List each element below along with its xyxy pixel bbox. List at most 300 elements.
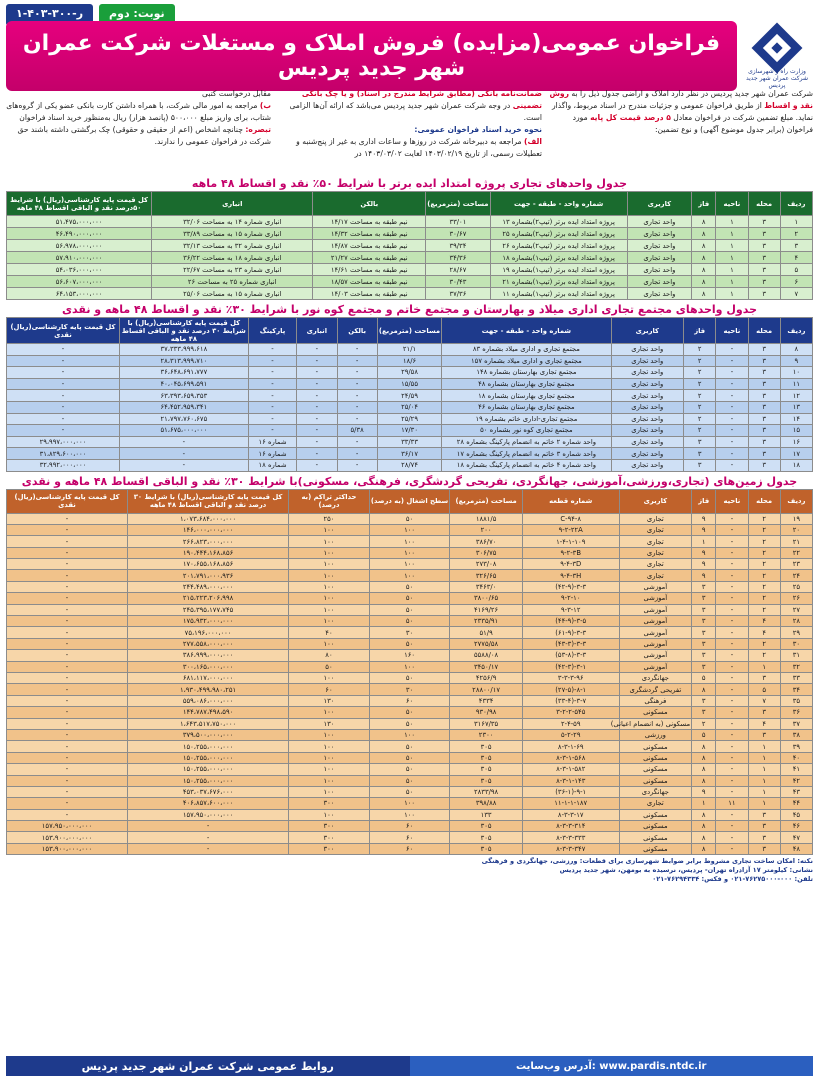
table-cell: ۴۷ (780, 832, 812, 843)
table-cell: ۳ (692, 581, 716, 592)
table-cell: ۲ (748, 604, 780, 615)
table-cell: ۳ (748, 240, 780, 252)
table-cell: ۳ (748, 413, 780, 425)
table-cell: ۵۰ (369, 638, 450, 649)
table-cell: ۱۰۰ (289, 741, 370, 752)
table-cell: ۵۰ (369, 764, 450, 775)
table-cell: ۲۴ (780, 570, 812, 581)
table-cell: ۴ (748, 627, 780, 638)
table-row (7, 604, 813, 615)
table-cell: ۳۲۶/۶۵ (450, 570, 523, 581)
table-cell: ۲ (684, 355, 716, 367)
table-cell: ۱۷۵،۹۳۲،۰۰۰،۰۰۰ (127, 616, 288, 627)
table-cell: ۱۳۰ (289, 695, 370, 706)
column-header: مساحت (مترمربع) (450, 489, 523, 513)
table-cell: ۳-۳-(۵۳-۸) (522, 650, 619, 661)
table-cell: پروژه امتداد ایده برتر (تیپ۲)بشماره ۱۳ (490, 216, 627, 228)
table-cell: - (716, 786, 748, 797)
table-cell: - (7, 627, 128, 638)
table-cell: ۳ (748, 821, 780, 832)
table-cell: واحد تجاری (611, 459, 684, 471)
table-row (7, 752, 813, 763)
table-row (7, 367, 813, 379)
table-cell: ۱۱-۱-۱-۱۸۷ (522, 798, 619, 809)
table-cell: ۳ (692, 627, 716, 638)
table-cell: ۸-۳-۳-۳۴۷ (522, 843, 619, 854)
table-cell: ۸-۳-۳-۳۳۳ (522, 832, 619, 843)
table-row (7, 570, 813, 581)
table-cell: ۱۰۰ (289, 707, 370, 718)
turn-badge: نوبت: دوم (99, 4, 175, 26)
table-cell: مجتمع تجاری بهارستان بشماره ۱۸ (442, 390, 611, 402)
table-cell: ۲۱/۱ (377, 344, 441, 356)
table-cell: - (337, 448, 377, 460)
table-cell: انباری شماره ۳۲ به مساحت ۳۲/۱۳ (152, 240, 313, 252)
table-cell: نیم طبقه به مساحت ۱۴/۸۷ (313, 240, 426, 252)
column-header: کل قیمت پایه کارشناسی(ریال) با شرایط ۵۰درصد نقد و الباقی اقساط ۴۸ ماهه (7, 192, 152, 216)
table-cell: ۲ (748, 638, 780, 649)
table-cell: ۳۵ (780, 695, 812, 706)
table-cell: واحد تجاری (611, 448, 684, 460)
table-cell: ۳۸ (780, 729, 812, 740)
table-cell: - (7, 673, 128, 684)
table-cell: ۲۷۷،۵۵۸،۰۰۰،۰۰۰ (127, 638, 288, 649)
table-row (7, 513, 813, 524)
table-cell: - (127, 832, 288, 843)
table-cell: واحد شماره ۲ خاتم به انضمام پارکینگ بشماره ۲۸ (442, 436, 611, 448)
table-cell: ۱۰۰ (369, 729, 450, 740)
table-row (7, 448, 813, 460)
table-cell: ۶۰ (369, 843, 450, 854)
table-cell: ۱۰۰ (289, 536, 370, 547)
table-cell: ۳۰۵ (450, 752, 523, 763)
table-cell: ۱ (716, 252, 748, 264)
table-cell: ۵۰ (369, 604, 450, 615)
table-cell: ۲۰ (780, 524, 812, 535)
table-cell: - (248, 367, 296, 379)
table-cell: ۱۵۳،۹۰۰،۰۰۰،۰۰۰ (7, 832, 128, 843)
table-cell: مسکونی (619, 821, 692, 832)
table-cell: ۳ (748, 276, 780, 288)
table-cell: ۶۰ (369, 832, 450, 843)
table-cell: - (297, 448, 337, 460)
table-cell: ۱،۹۳۰،۴۹۹،۹۸۰،۲۵۱ (127, 684, 288, 695)
table-row (7, 673, 813, 684)
table-cell: ۳ (748, 832, 780, 843)
table-row (7, 581, 813, 592)
table-cell: ۱۰۰ (289, 638, 370, 649)
table-cell: ۴۱ (780, 764, 812, 775)
table-cell: ۵۰ (289, 661, 370, 672)
table-cell: - (119, 459, 248, 471)
column-header: فاز (692, 192, 716, 216)
table-cell: شماره ۱۶ (248, 436, 296, 448)
table-cell: ۱۰۰ (289, 604, 370, 615)
table-row (7, 843, 813, 854)
column-header: ناحیه (716, 489, 748, 513)
table-cell: - (716, 536, 748, 547)
table-cell: مجتمع تجاری و اداری میلاد بشماره ۱۵۷ (442, 355, 611, 367)
table-cell: ۲۶ (780, 593, 812, 604)
table-cell: - (337, 459, 377, 471)
table-cell: - (716, 775, 748, 786)
table-cell: - (7, 513, 128, 524)
table-cell: تجاری (619, 547, 692, 558)
table-cell: ۱ (748, 764, 780, 775)
table-cell: ۵۶،۹۷۸،۰۰۰،۰۰۰ (7, 240, 152, 252)
table-cell: - (716, 695, 748, 706)
table-cell: نیم طبقه به مساحت ۲۱/۲۷ (313, 252, 426, 264)
table-cell: ۳-۱-(۴۲-۳) (522, 661, 619, 672)
table-row (7, 216, 813, 228)
table-cell: - (7, 775, 128, 786)
table-cell: ۳۰۰ (289, 832, 370, 843)
table-cell: ۹ (692, 570, 716, 581)
column-header: بالکن (337, 318, 377, 344)
table-cell: ۳-۳-۳-۹۶ (522, 673, 619, 684)
table-cell: ۳۰۰ (289, 798, 370, 809)
table-cell: ۲۸،۳۱۳،۹۹۹،۷۱۰ (119, 355, 248, 367)
table-cell: ۸ (692, 228, 716, 240)
table-cell: واحد تجاری (611, 378, 684, 390)
table-cell: ۵۰ (369, 616, 450, 627)
table-cell: ۱۰۰ (369, 570, 450, 581)
table-cell: ۸ (780, 344, 812, 356)
table-cell: ۶۰ (369, 695, 450, 706)
table-cell: ۱۸ (780, 459, 812, 471)
company-logo (741, 28, 813, 89)
table-cell: ۳۹ (780, 741, 812, 752)
table-cell: ۳ (692, 707, 716, 718)
table-cell: ۱۰۰ (369, 798, 450, 809)
table-cell: - (248, 425, 296, 437)
table-cell: ۳ (748, 252, 780, 264)
table3-title: جدول زمین‌های (تجاری،ورزشی،آموزشی، جهانگردی، تفریحی گردشگری، فرهنگی، مسکونی)با شرایط ۳۰٪ نقد و الباقی اقساط ۴۸ ماهه و نقدی (21, 474, 798, 488)
column-header: محله (748, 489, 780, 513)
table-cell: ۸ (692, 288, 716, 300)
table-cell: ۱۸/۶ (377, 355, 441, 367)
table-row (7, 650, 813, 661)
table-row (7, 729, 813, 740)
table-cell: - (716, 741, 748, 752)
table-cell: پروژه امتداد ایده برتر (تیپ۲)بشماره ۲۶ (490, 240, 627, 252)
table-cell: ۹ (692, 547, 716, 558)
table-cell: - (7, 707, 128, 718)
table-cell: ۲۵ (780, 581, 812, 592)
table-cell: واحد تجاری (611, 425, 684, 437)
table-cell: ۳۱۶۷/۳۵ (450, 718, 523, 729)
table-cell: مسکونی (619, 832, 692, 843)
column-header: کل قیمت پایه کارشناسی(ریال) نقدی (7, 489, 128, 513)
table-cell: ۲۵/۰۴ (377, 401, 441, 413)
table-cell: ۲ (780, 228, 812, 240)
table-cell: آموزشی (619, 604, 692, 615)
table-cell: ۴۰۶،۸۵۷،۶۰۰،۰۰۰ (127, 798, 288, 809)
table-cell: - (716, 638, 748, 649)
table-cell: - (7, 413, 120, 425)
table-cell: - (7, 570, 128, 581)
table-row (7, 401, 813, 413)
table-cell: تجاری (619, 524, 692, 535)
table-cell: ۱ (692, 536, 716, 547)
table-cell: ۳۳ (780, 673, 812, 684)
table-cell: ۹ (780, 355, 812, 367)
table-cell: ۴۲۵۶/۹ (450, 673, 523, 684)
table-cell: ۳۰/۴۳ (426, 276, 490, 288)
table-row (7, 252, 813, 264)
table-cell: ۹۳۰/۹۸ (450, 707, 523, 718)
table-cell: ۷۵،۱۹۶،۰۰۰،۰۰۰ (127, 627, 288, 638)
table-cell: ۱ (692, 798, 716, 809)
table-cell: ۸ (692, 264, 716, 276)
column-header: ردیف (780, 489, 812, 513)
table-cell: ۵-۲-۲۹ (522, 729, 619, 740)
table-cell: - (716, 752, 748, 763)
table-cell: ۲۴۴،۴۸۹،۰۰۰،۰۰۰ (127, 581, 288, 592)
table-cell: ۸ (692, 741, 716, 752)
table-cell: ۱ (748, 741, 780, 752)
table-cell: انباری شماره ۱۵ به مساحت ۳۳/۸۹ (152, 228, 313, 240)
table-cell: ۶۳،۳۹۳،۶۵۹،۳۵۳ (119, 390, 248, 402)
table-cell: - (7, 661, 128, 672)
table-cell: واحد شماره ۳ خاتم به انضمام پارکینگ بشماره ۱۷ (442, 448, 611, 460)
table-cell: ۲ (684, 378, 716, 390)
table-cell: ۱۰۰ (369, 536, 450, 547)
table-cell: - (716, 367, 748, 379)
table-cell: ۲ (748, 650, 780, 661)
table-cell: ۱۵۷،۹۵۰،۰۰۰،۰۰۰ (7, 821, 128, 832)
column-header: کاربری (611, 318, 684, 344)
table-cell: - (297, 378, 337, 390)
table-row (7, 264, 813, 276)
table-cell: ۸ (692, 775, 716, 786)
table-cell: ۲ (684, 344, 716, 356)
table-cell: ۲ (748, 524, 780, 535)
table-cell: - (7, 559, 128, 570)
table-cell: - (716, 425, 748, 437)
table-row (7, 240, 813, 252)
table-row (7, 344, 813, 356)
table-cell: ۳ (748, 401, 780, 413)
table-cell: ۵۰ (369, 718, 450, 729)
table-cell: ۱ (748, 786, 780, 797)
table-cell: ۱۰۰ (289, 752, 370, 763)
table-cell: ۱۵/۵۵ (377, 378, 441, 390)
table-row (7, 695, 813, 706)
table-cell: انباری شماره ۲۵ به مساحت ۲۶ (152, 276, 313, 288)
table-cell: ۵۴،۰۳۶،۰۰۰،۰۰۰ (7, 264, 152, 276)
table-cell: ۵۱،۶۷۵،۰۰۰،۰۰۰ (119, 425, 248, 437)
table-cell: - (297, 459, 337, 471)
table-cell: - (7, 650, 128, 661)
table-cell: ۹-۳-۱۲ (522, 604, 619, 615)
table-cell: - (337, 355, 377, 367)
table-cell: مسکونی (619, 707, 692, 718)
table-cell: - (7, 752, 128, 763)
table-cell: ۵/۳۸ (337, 425, 377, 437)
table-cell: نیم طبقه به مساحت ۱۸/۵۷ (313, 276, 426, 288)
table-cell: ۱۲ (780, 390, 812, 402)
table-cell: ۲ (748, 536, 780, 547)
table-cell: ۸ (692, 764, 716, 775)
table-cell: ۱۵۷،۹۵۰،۰۰۰،۰۰۰ (127, 809, 288, 820)
table-cell: ۵۶،۶۰۷،۰۰۰،۰۰۰ (7, 276, 152, 288)
table-cell: ۳۸۶/۷۰ (450, 536, 523, 547)
table-cell: ۲۰۰ (450, 524, 523, 535)
table-cell: ۸-۳-۱-۵۸۲ (522, 764, 619, 775)
table-cell: ۱ (716, 216, 748, 228)
table-cell: مجتمع تجاری کوه نور بشماره ۵۰ (442, 425, 611, 437)
table-cell: ۳۰ (369, 684, 450, 695)
table-cell: ۳ (748, 809, 780, 820)
table-cell: نیم طبقه به مساحت ۱۴/۰۳ (313, 288, 426, 300)
table-cell: ۹-۲-۳B (522, 547, 619, 558)
table-cell: - (248, 344, 296, 356)
table-cell: جهانگردی (619, 786, 692, 797)
table-cell: مجتمع تجاری بهارستان بشماره ۴۸ (442, 378, 611, 390)
table-cell: واحد تجاری (627, 240, 691, 252)
table-cell: ۹-۱-(۳۶-۱) (522, 786, 619, 797)
table-cell: ۳۱،۸۲۹،۶۰۰،۰۰۰ (7, 448, 120, 460)
table-cell: - (716, 821, 748, 832)
table-cell: ۶ (780, 276, 812, 288)
table-cell: ۱۵۰،۲۵۵،۰۰۰،۰۰۰ (127, 775, 288, 786)
table-cell: ۳ (748, 378, 780, 390)
table-cell: ۵۰ (369, 581, 450, 592)
table-cell: ۲۵/۲۹ (377, 413, 441, 425)
table-cell: ۱۴۶،۰۰۰،۰۰۰،۰۰۰ (127, 524, 288, 535)
table-cell: - (716, 413, 748, 425)
table-cell: ۳ (748, 425, 780, 437)
table-cell: - (716, 764, 748, 775)
table-cell: ۶۴،۴۵۲،۹۵۹،۳۴۱ (119, 401, 248, 413)
table-cell: ۳۷/۳۶ (426, 288, 490, 300)
table-cell: - (337, 390, 377, 402)
column-header: محله (748, 318, 780, 344)
table-cell: ۲۸/۶۷ (426, 264, 490, 276)
table-cell: ۲ (684, 367, 716, 379)
table-cell: - (7, 741, 128, 752)
table-cell: - (7, 638, 128, 649)
table-cell: ۳۷،۳۳۳،۹۹۹،۶۱۸ (119, 344, 248, 356)
table-cell: ۳ (684, 459, 716, 471)
table-cell: ۹-۴-۳H (522, 570, 619, 581)
ad-code: ۱-۴۰۳-۳۰۰-ر (6, 4, 93, 26)
table-cell: ۱۰۰ (289, 559, 370, 570)
table-row (7, 413, 813, 425)
table-cell: ۱،۶۴۳،۵۱۷،۷۵۰،۰۰۰ (127, 718, 288, 729)
column-header: مساحت (مترمربع) (377, 318, 441, 344)
table-cell: ۵۰ (369, 673, 450, 684)
table-cell: ۱۰۰ (289, 729, 370, 740)
table-cell: ۱۵۰،۲۵۵،۰۰۰،۰۰۰ (127, 752, 288, 763)
table-cell: تجاری (619, 513, 692, 524)
table-cell: ۹ (692, 513, 716, 524)
table-cell: ۲ (692, 718, 716, 729)
table-cell: ۲-۴-۵۹ (522, 718, 619, 729)
table-cell: ۸-۳-۱-۵۶۸ (522, 752, 619, 763)
table-cell: پروژه امتداد ایده برتر (تیپ۱)بشماره ۱۱ (490, 288, 627, 300)
table-cell: مسکونی (619, 752, 692, 763)
table-cell: ۲ (684, 413, 716, 425)
table-row (7, 288, 813, 300)
table-row (7, 559, 813, 570)
table-cell: ۱۳ (780, 401, 812, 413)
table-cell: ۲۳۰۰ (450, 729, 523, 740)
table-row (7, 638, 813, 649)
table-row (7, 798, 813, 809)
table-cell: ۳ (692, 650, 716, 661)
table-cell: ۱۰۰ (289, 581, 370, 592)
table-cell: ۵۰ (369, 741, 450, 752)
table-cell: آموزشی (619, 661, 692, 672)
table-cell: ۱۳۳ (450, 809, 523, 820)
table-cell: پروژه امتداد ایده برتر (تیپ۱)بشماره ۱۹ (490, 264, 627, 276)
table-cell: ۱ (716, 228, 748, 240)
table-cell: - (716, 570, 748, 581)
column-header: شماره واحد - طبقه - جهت (442, 318, 611, 344)
table-cell: ۱۵ (780, 425, 812, 437)
table-cell: ۵۰ (369, 786, 450, 797)
table-cell: تجاری (619, 570, 692, 581)
table-cell: ۲ (748, 547, 780, 558)
table-cell: ۲۴۵،۳۹۵،۱۷۷،۷۴۵ (127, 604, 288, 615)
table-cell: - (337, 367, 377, 379)
table-cell: - (7, 718, 128, 729)
table-cell: - (7, 684, 128, 695)
table-cell: انباری شماره ۱۸ به مساحت ۳۶/۲۲ (152, 252, 313, 264)
website-link[interactable]: آدرس وب‌سایت: www.pardis.ntdc.ir (410, 1056, 814, 1076)
column-header: سطح اشغال (به درصد) (369, 489, 450, 513)
table-cell: ۳ (692, 661, 716, 672)
table-row (7, 355, 813, 367)
table-cell: ۲۷ (780, 604, 812, 615)
table-cell: - (7, 425, 120, 437)
table-lands (6, 489, 813, 856)
table-cell: ۴۳۳۴ (450, 695, 523, 706)
table-cell: - (716, 616, 748, 627)
table-cell: ۸-۳-۱-۶۹ (522, 741, 619, 752)
table-cell: ۳۱ (780, 650, 812, 661)
table-cell: - (297, 401, 337, 413)
table-cell: انباری شماره ۱۵ به مساحت ۲۵/۰۶ (152, 288, 313, 300)
table-cell: ۱۴ (780, 413, 812, 425)
table-cell: مسکونی (619, 809, 692, 820)
table-row (7, 378, 813, 390)
table-cell: ۳۹۸/۸۸ (450, 798, 523, 809)
table-cell: ۱ (716, 240, 748, 252)
table-cell: واحد تجاری (611, 367, 684, 379)
table-cell: ۳ (748, 843, 780, 854)
table-cell: واحد تجاری (627, 228, 691, 240)
table-cell: - (7, 616, 128, 627)
table-cell: ۲ (684, 401, 716, 413)
table-cell: - (127, 821, 288, 832)
table-cell: ۲۸ (780, 616, 812, 627)
table-cell: - (7, 695, 128, 706)
table-cell: ۳ (748, 436, 780, 448)
table-cell: ۵۰ (369, 752, 450, 763)
table-cell: - (7, 786, 128, 797)
table-cell: ۸ (692, 216, 716, 228)
column-header: ناحیه (716, 318, 748, 344)
table-cell: ۱۰۰ (369, 559, 450, 570)
table-cell: - (7, 344, 120, 356)
table-cell: ۱ (716, 276, 748, 288)
bottom-bar (6, 1056, 813, 1076)
table-cell: ۸ (692, 684, 716, 695)
table-cell: مسکونی (619, 764, 692, 775)
